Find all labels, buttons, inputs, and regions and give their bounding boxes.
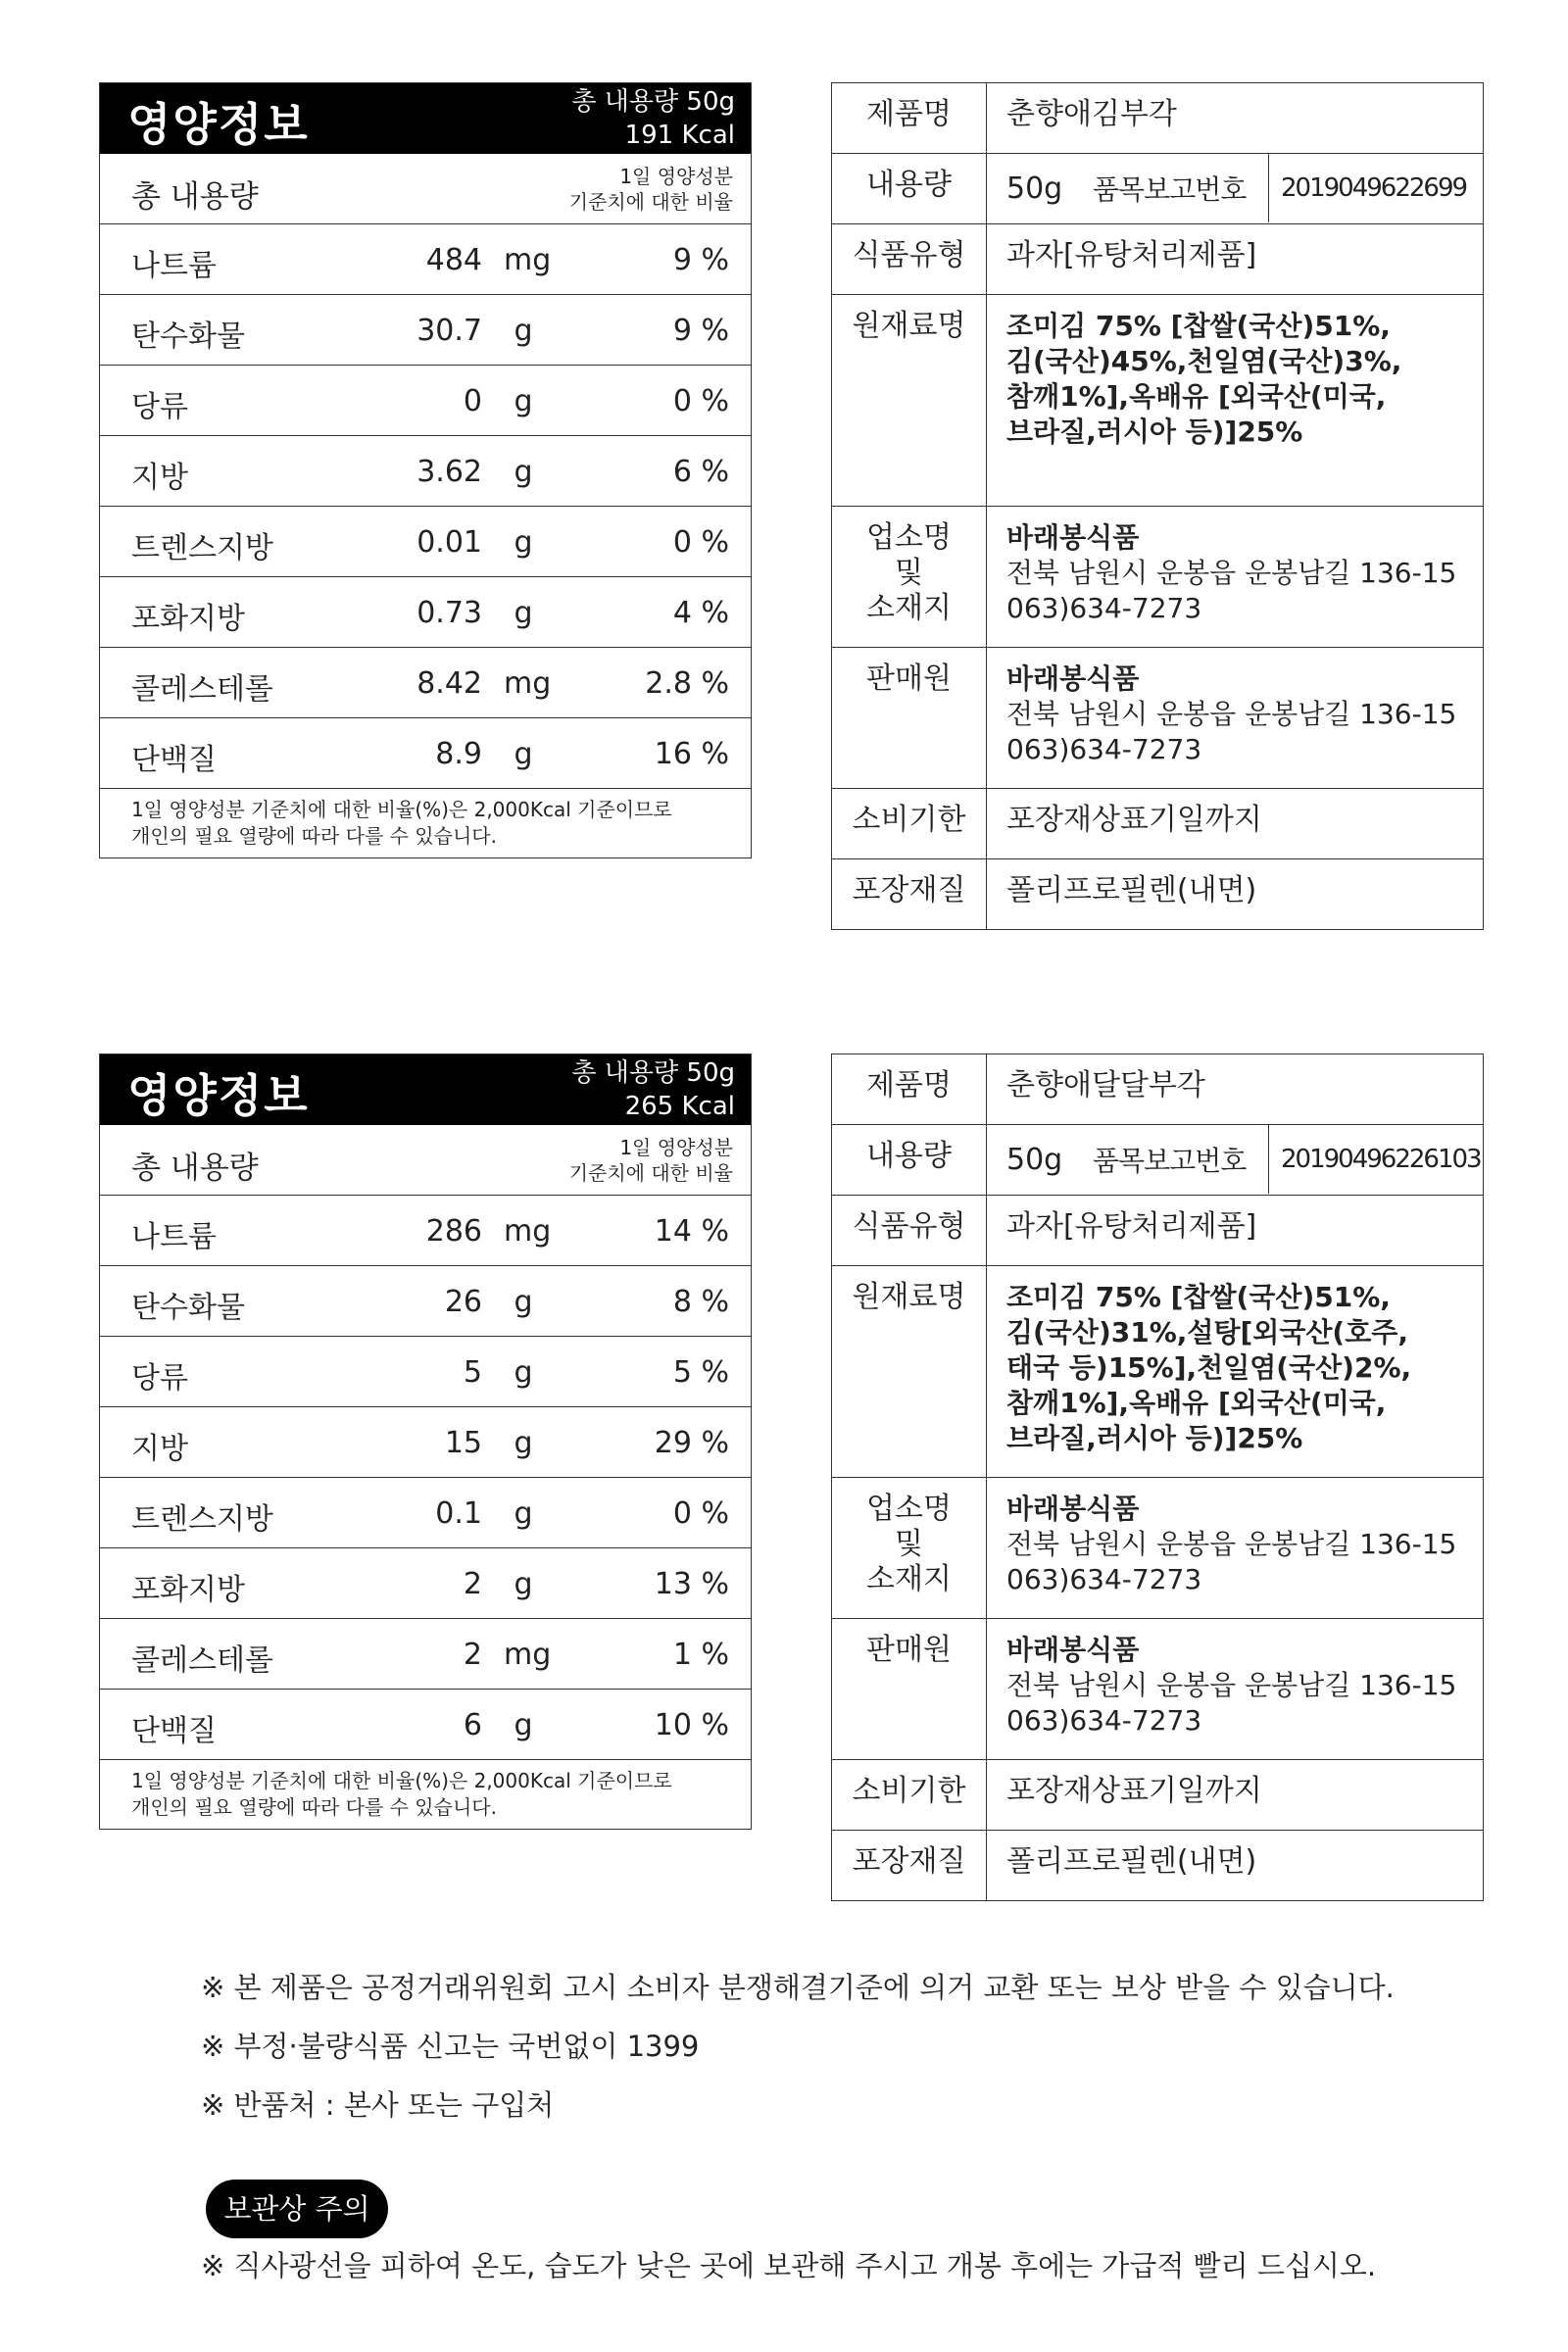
- nutrient-name: 지방: [131, 461, 188, 495]
- nutrient-name: 나트륨: [131, 249, 217, 283]
- nutrient-unit: g: [514, 525, 533, 560]
- notice-item: ※ 반품처 : 본사 또는 구입처: [201, 2088, 555, 2122]
- packaging-value: 폴리프로필렌(내면): [987, 859, 1484, 930]
- nutrient-amount: 26: [444, 1285, 482, 1319]
- nutrition-subheader: [100, 154, 751, 224]
- expiry-value: 포장재상표기일까지: [987, 789, 1484, 859]
- text-line: 및: [895, 1527, 923, 1561]
- total-weight: 총 내용량 50g: [571, 87, 735, 117]
- text-line: 소재지: [866, 1562, 952, 1596]
- nutrient-unit: g: [514, 1355, 533, 1390]
- nutrition-rows: [100, 1196, 751, 1760]
- subheader-right: [569, 1135, 733, 1186]
- nutrient-row: [100, 577, 751, 648]
- nutrient-amount: 484: [425, 243, 482, 277]
- maker-label: [832, 507, 987, 648]
- subheader-right-line2: 기준치에 대한 비율: [568, 1161, 733, 1185]
- subheader-right-line2: 기준치에 대한 비율: [568, 190, 733, 214]
- product-info-table-1: [831, 82, 1484, 930]
- text-line: 김(국산)45%,천일염(국산)3%,: [1006, 345, 1402, 377]
- content-value: 50g: [1006, 1142, 1063, 1177]
- content-cell: [987, 154, 1484, 224]
- nutrient-unit: mg: [504, 1638, 552, 1672]
- nutrient-amount: 2: [463, 1567, 482, 1601]
- ingredients-label: 원재료명: [832, 1266, 987, 1478]
- text-line: 업소명: [866, 1492, 952, 1526]
- ingredients-label: 원재료명: [832, 295, 987, 507]
- text-line: 소재지: [866, 591, 952, 625]
- maker-name: 바래봉식품: [1006, 1493, 1140, 1525]
- text-line: 및: [895, 556, 923, 590]
- expiry-label: 소비기한: [832, 1760, 987, 1831]
- maker-address: 전북 남원시 운봉읍 운봉남길 136-15: [1006, 1528, 1457, 1560]
- product-name: 춘향애달달부각: [987, 1054, 1484, 1125]
- nutrient-unit: g: [514, 1426, 533, 1460]
- storage-badge: 보관상 주의: [206, 2180, 388, 2238]
- packaging-label: 포장재질: [832, 859, 987, 930]
- content-label: 내용량: [832, 154, 987, 224]
- seller-name: 바래봉식품: [1006, 1634, 1140, 1666]
- seller-label: 판매원: [832, 648, 987, 789]
- report-label: 품목보고번호: [1083, 154, 1269, 222]
- nutrient-row: [100, 1548, 751, 1619]
- seller-phone: 063)634-7273: [1006, 1704, 1202, 1737]
- nutrient-percent: 16 %: [654, 737, 729, 771]
- nutrient-unit: mg: [504, 243, 552, 277]
- nutrient-percent: 2.8 %: [645, 666, 729, 701]
- nutrient-row: [100, 1196, 751, 1266]
- nutrient-row: [100, 366, 751, 436]
- storage-note: ※ 직사광선을 피하여 온도, 습도가 낮은 곳에 보관해 주시고 개봉 후에는 가급적 빨리 드십시오.: [201, 2249, 1377, 2282]
- nutrition-rows: [100, 224, 751, 789]
- nutrient-amount: 30.7: [416, 314, 482, 348]
- expiry-value: 포장재상표기일까지: [987, 1760, 1484, 1831]
- nutrition-header: [100, 83, 751, 154]
- product-info-table-2: [831, 1054, 1484, 1901]
- content-label: 내용량: [832, 1125, 987, 1196]
- type-value: 과자[유탕처리제품]: [987, 1196, 1484, 1266]
- nutrition-total: [571, 85, 735, 152]
- ingredients-value: [987, 1266, 1484, 1478]
- nutrient-name: 탄수화물: [131, 319, 245, 354]
- nutrient-percent: 0 %: [672, 384, 729, 418]
- nutrient-row: [100, 718, 751, 789]
- nutrient-name: 지방: [131, 1432, 188, 1466]
- nutrient-percent: 8 %: [672, 1285, 729, 1319]
- nutrient-name: 포화지방: [131, 602, 245, 636]
- nutrient-amount: 8.9: [435, 737, 482, 771]
- nutrient-percent: 6 %: [672, 455, 729, 489]
- seller-label: 판매원: [832, 1619, 987, 1760]
- footnote-line1: 1일 영양성분 기준치에 대한 비율(%)은 2,000Kcal 기준이므로: [131, 1769, 672, 1792]
- text-line: 브라질,러시아 등)]25%: [1006, 416, 1303, 448]
- nutrient-unit: g: [514, 737, 533, 771]
- nutrient-name: 콜레스테롤: [131, 672, 273, 707]
- nutrient-row: [100, 224, 751, 295]
- nutrient-amount: 8.42: [416, 666, 482, 701]
- product-name-label: 제품명: [832, 1054, 987, 1125]
- subheader-right: [569, 164, 733, 215]
- seller-value: [987, 648, 1484, 789]
- subheader-right-line1: 1일 영양성분: [619, 1136, 733, 1159]
- packaging-label: 포장재질: [832, 1831, 987, 1901]
- nutrient-percent: 5 %: [672, 1355, 729, 1390]
- subheader-left: 총 내용량: [131, 179, 259, 215]
- report-number: 20190496226103: [1281, 1145, 1481, 1174]
- nutrient-row: [100, 436, 751, 507]
- nutrient-amount: 0: [463, 384, 482, 418]
- text-line: 태국 등)15%],천일염(국산)2%,: [1006, 1351, 1412, 1384]
- nutrient-row: [100, 1337, 751, 1407]
- nutrient-row: [100, 507, 751, 577]
- expiry-label: 소비기한: [832, 789, 987, 859]
- nutrient-amount: 0.1: [435, 1496, 482, 1531]
- type-value: 과자[유탕처리제품]: [987, 224, 1484, 295]
- nutrient-amount: 6: [463, 1708, 482, 1742]
- packaging-value: 폴리프로필렌(내면): [987, 1831, 1484, 1901]
- nutrient-percent: 4 %: [672, 596, 729, 630]
- footnote-line2: 개인의 필요 열량에 따라 다를 수 있습니다.: [131, 1795, 497, 1819]
- text-line: 참깨1%],옥배유 [외국산(미국,: [1006, 380, 1387, 413]
- nutrition-total: [571, 1056, 735, 1123]
- maker-phone: 063)634-7273: [1006, 592, 1202, 624]
- nutrient-name: 트렌스지방: [131, 531, 273, 565]
- report-number: 2019049622699: [1281, 173, 1467, 203]
- nutrient-percent: 0 %: [672, 525, 729, 560]
- nutrient-amount: 2: [463, 1638, 482, 1672]
- nutrient-row: [100, 295, 751, 366]
- nutrient-unit: g: [514, 1567, 533, 1601]
- nutrient-unit: g: [514, 596, 533, 630]
- nutrition-title: 영양정보: [127, 1069, 310, 1122]
- nutrient-unit: mg: [504, 666, 552, 701]
- nutrient-name: 단백질: [131, 1714, 217, 1748]
- notice-item: ※ 부정·불량식품 신고는 국번없이 1399: [201, 2030, 700, 2063]
- nutrient-row: [100, 648, 751, 718]
- nutrient-unit: mg: [504, 1214, 552, 1249]
- seller-address: 전북 남원시 운봉읍 운봉남길 136-15: [1006, 1669, 1457, 1701]
- nutrient-percent: 1 %: [672, 1638, 729, 1672]
- nutrient-name: 탄수화물: [131, 1291, 245, 1325]
- nutrient-percent: 29 %: [654, 1426, 729, 1460]
- nutrient-percent: 0 %: [672, 1496, 729, 1531]
- total-kcal: 265 Kcal: [624, 1092, 735, 1121]
- text-line: 업소명: [866, 520, 952, 555]
- nutrition-title: 영양정보: [127, 98, 310, 151]
- subheader-left: 총 내용량: [131, 1151, 259, 1186]
- nutrient-name: 포화지방: [131, 1573, 245, 1607]
- total-kcal: 191 Kcal: [624, 121, 735, 150]
- product-name-label: 제품명: [832, 83, 987, 154]
- nutrient-row: [100, 1266, 751, 1337]
- ingredients-value: [987, 295, 1484, 507]
- nutrition-subheader: [100, 1125, 751, 1196]
- nutrient-name: 트렌스지방: [131, 1502, 273, 1537]
- type-label: 식품유형: [832, 1196, 987, 1266]
- nutrient-name: 당류: [131, 390, 188, 424]
- nutrient-amount: 0.73: [416, 596, 482, 630]
- nutrient-amount: 3.62: [416, 455, 482, 489]
- footnote-line2: 개인의 필요 열량에 따라 다를 수 있습니다.: [131, 824, 497, 848]
- nutrient-unit: g: [514, 314, 533, 348]
- nutrient-unit: g: [514, 1708, 533, 1742]
- subheader-right-line1: 1일 영양성분: [619, 165, 733, 188]
- maker-label: [832, 1478, 987, 1619]
- nutrient-percent: 14 %: [654, 1214, 729, 1249]
- seller-name: 바래봉식품: [1006, 662, 1140, 695]
- text-line: 김(국산)31%,설탕[외국산(호주,: [1006, 1316, 1408, 1348]
- text-line: 참깨1%],옥배유 [외국산(미국,: [1006, 1387, 1387, 1419]
- nutrient-amount: 15: [444, 1426, 482, 1460]
- nutrition-table-2: [99, 1054, 752, 1830]
- nutrient-row: [100, 1407, 751, 1478]
- nutrient-amount: 286: [425, 1214, 482, 1249]
- maker-phone: 063)634-7273: [1006, 1563, 1202, 1595]
- text-line: 브라질,러시아 등)]25%: [1006, 1422, 1303, 1454]
- nutrient-unit: g: [514, 455, 533, 489]
- nutrient-unit: g: [514, 384, 533, 418]
- nutrient-name: 나트륨: [131, 1220, 217, 1254]
- maker-address: 전북 남원시 운봉읍 운봉남길 136-15: [1006, 557, 1457, 589]
- seller-phone: 063)634-7273: [1006, 733, 1202, 765]
- text-line: 조미김 75% [찹쌀(국산)51%,: [1006, 1281, 1391, 1313]
- content-cell: [987, 1125, 1484, 1196]
- nutrient-name: 단백질: [131, 743, 217, 777]
- seller-address: 전북 남원시 운봉읍 운봉남길 136-15: [1006, 698, 1457, 730]
- nutrient-unit: g: [514, 1496, 533, 1531]
- nutrient-name: 당류: [131, 1361, 188, 1396]
- product-name: 춘향애김부각: [987, 83, 1484, 154]
- notice-list: [201, 1966, 1395, 2142]
- nutrition-table-1: [99, 82, 752, 858]
- report-label: 품목보고번호: [1083, 1125, 1269, 1194]
- nutrient-percent: 9 %: [672, 314, 729, 348]
- nutrition-footnote: [100, 789, 751, 858]
- notice-item: ※ 본 제품은 공정거래위원회 고시 소비자 분쟁해결기준에 의거 교환 또는 보상 받을 수 있습니다.: [201, 1971, 1395, 2004]
- nutrient-name: 콜레스테롤: [131, 1643, 273, 1678]
- text-line: 조미김 75% [찹쌀(국산)51%,: [1006, 310, 1391, 342]
- maker-value: [987, 507, 1484, 648]
- type-label: 식품유형: [832, 224, 987, 295]
- nutrient-amount: 0.01: [416, 525, 482, 560]
- nutrient-row: [100, 1478, 751, 1548]
- nutrition-header: [100, 1054, 751, 1125]
- nutrient-unit: g: [514, 1285, 533, 1319]
- footnote-line1: 1일 영양성분 기준치에 대한 비율(%)은 2,000Kcal 기준이므로: [131, 798, 672, 821]
- nutrient-row: [100, 1619, 751, 1690]
- maker-value: [987, 1478, 1484, 1619]
- nutrient-row: [100, 1690, 751, 1760]
- nutrient-percent: 13 %: [654, 1567, 729, 1601]
- content-value: 50g: [1006, 171, 1063, 206]
- maker-name: 바래봉식품: [1006, 521, 1140, 554]
- nutrient-percent: 9 %: [672, 243, 729, 277]
- total-weight: 총 내용량 50g: [571, 1058, 735, 1088]
- seller-value: [987, 1619, 1484, 1760]
- nutrition-footnote: [100, 1760, 751, 1829]
- nutrient-amount: 5: [463, 1355, 482, 1390]
- nutrient-percent: 10 %: [654, 1708, 729, 1742]
